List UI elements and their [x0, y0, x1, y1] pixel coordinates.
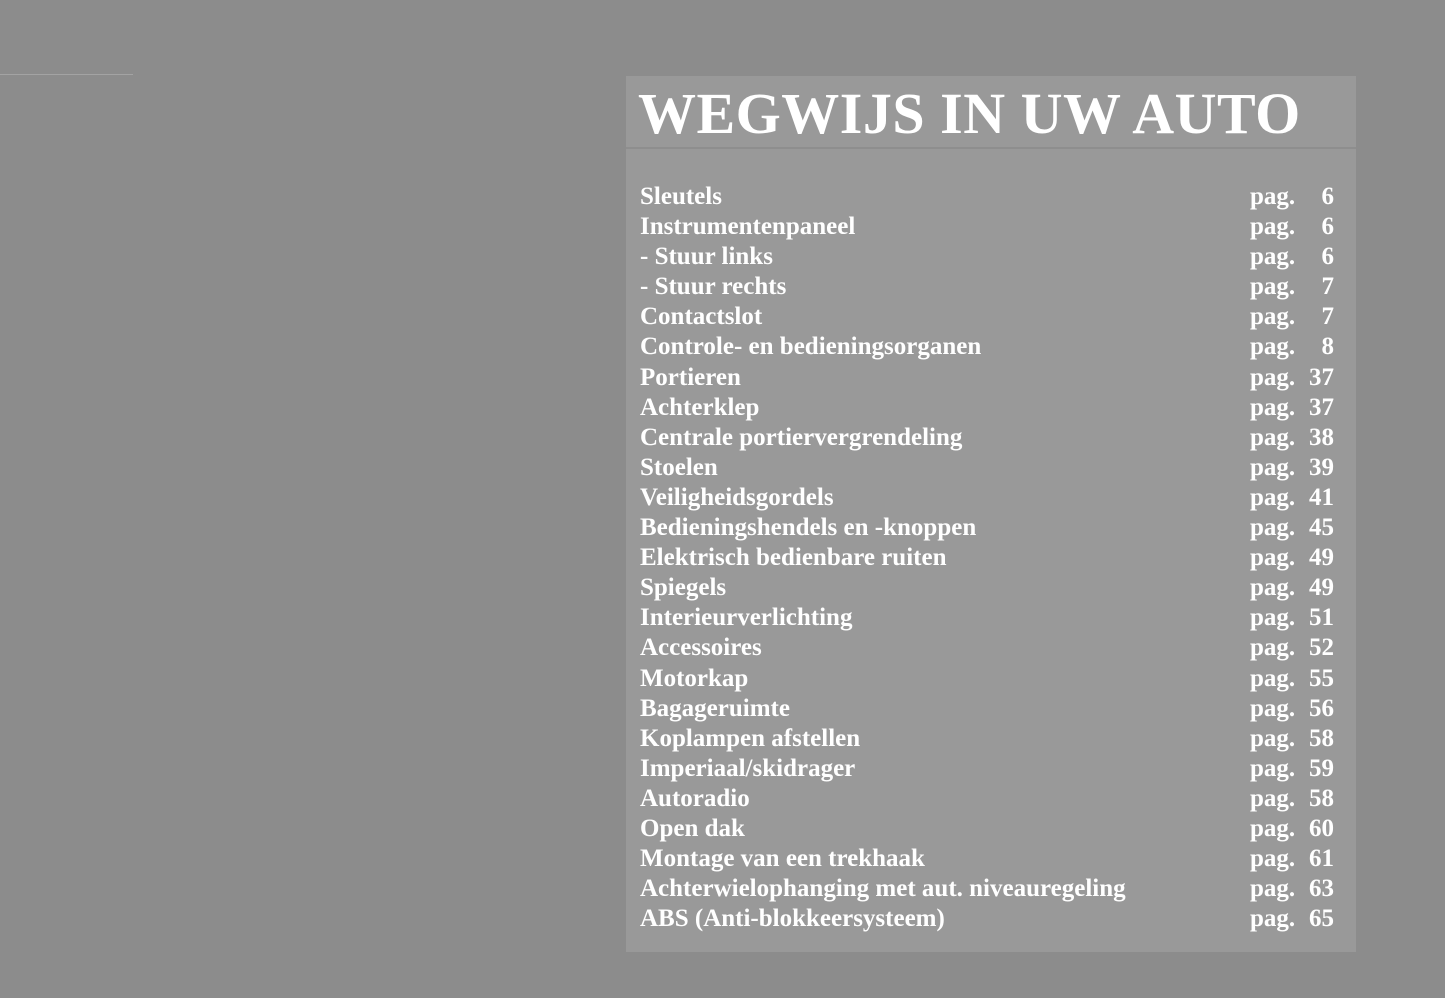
- toc-entry: [640, 453, 1334, 483]
- toc-entry-pag: pag.: [1250, 905, 1296, 933]
- toc-entry-label: Motorkap: [640, 664, 749, 692]
- toc-entry: [640, 694, 1334, 724]
- toc-entry: [640, 212, 1334, 242]
- toc-entry: [640, 393, 1334, 423]
- toc-entry-page-number: 39: [1309, 453, 1334, 481]
- toc-entry-label: Spiegels: [640, 574, 727, 602]
- toc-entry-label: Centrale portiervergrendeling: [640, 423, 963, 451]
- toc-entry-pag: pag.: [1250, 423, 1296, 451]
- toc-entry-page-number: 59: [1309, 754, 1334, 782]
- toc-entry-pag: pag.: [1250, 363, 1296, 391]
- toc-entry-page-number: 41: [1309, 483, 1334, 511]
- toc-entry-label: Accessoires: [640, 634, 762, 662]
- toc-entry-pag: pag.: [1250, 634, 1296, 662]
- table-of-contents: [640, 182, 1334, 934]
- toc-entry-pag: pag.: [1250, 604, 1296, 632]
- toc-entry-page-number: 6: [1321, 183, 1334, 210]
- corner-divider: [0, 74, 133, 75]
- toc-entry-label: Autoradio: [640, 784, 750, 812]
- toc-entry-label: Bagageruimte: [640, 694, 790, 722]
- toc-entry-pag: pag.: [1250, 514, 1296, 542]
- toc-entry-pag: pag.: [1250, 333, 1296, 361]
- toc-entry: [640, 302, 1334, 332]
- toc-entry-page-number: 6: [1321, 213, 1334, 241]
- toc-entry: [640, 272, 1334, 302]
- toc-entry-page-number: 63: [1309, 875, 1334, 903]
- toc-entry: [640, 874, 1334, 904]
- toc-entry: [640, 483, 1334, 513]
- toc-entry-label: Koplampen afstellen: [640, 724, 861, 752]
- toc-entry-label: - Stuur links: [640, 243, 773, 271]
- toc-entry-label: Achterklep: [640, 393, 760, 421]
- toc-entry-label: Imperiaal/skidrager: [640, 754, 856, 782]
- toc-entry-label: Open dak: [640, 814, 745, 842]
- toc-entry: [640, 814, 1334, 844]
- toc-entry-label: Stoelen: [640, 453, 718, 481]
- toc-entry: [640, 633, 1334, 663]
- toc-entry-label: Montage van een trekhaak: [640, 845, 925, 873]
- toc-entry-pag: pag.: [1250, 303, 1296, 331]
- toc-entry-pag: pag.: [1250, 544, 1296, 572]
- toc-entry-pag: pag.: [1250, 243, 1296, 271]
- toc-entry-pag: pag.: [1250, 483, 1296, 511]
- toc-entry-label: - Stuur rechts: [640, 273, 787, 301]
- toc-entry-pag: pag.: [1250, 724, 1296, 752]
- toc-entry-page-number: 38: [1309, 423, 1334, 451]
- toc-entry-page-number: 49: [1309, 544, 1334, 572]
- toc-entry: [640, 423, 1334, 453]
- toc-entry-label: Sleutels: [640, 183, 722, 210]
- toc-entry-page-number: 6: [1321, 243, 1334, 271]
- toc-entry-page-number: 49: [1309, 574, 1334, 602]
- toc-entry-label: Achterwielophanging met aut. niveauregeling: [640, 875, 1126, 903]
- page-title: WEGWIJS IN UW AUTO: [638, 81, 1301, 146]
- title-divider: [626, 147, 1356, 149]
- toc-entry-label: Instrumentenpaneel: [640, 213, 856, 241]
- toc-entry-label: Elektrisch bedienbare ruiten: [640, 544, 947, 572]
- toc-entry-page-number: 37: [1309, 363, 1334, 391]
- toc-entry-pag: pag.: [1250, 784, 1296, 812]
- toc-entry-page-number: 58: [1309, 784, 1334, 812]
- toc-entry: [640, 844, 1334, 874]
- toc-entry-page-number: 56: [1309, 694, 1334, 722]
- toc-entry: [640, 603, 1334, 633]
- toc-entry-page-number: 58: [1309, 724, 1334, 752]
- toc-entry-label: Controle- en bedieningsorganen: [640, 333, 982, 361]
- toc-entry-label: Veiligheidsgordels: [640, 483, 834, 511]
- toc-entry: [640, 543, 1334, 573]
- toc-entry: [640, 904, 1334, 934]
- toc-entry-page-number: 37: [1309, 393, 1334, 421]
- toc-entry-pag: pag.: [1250, 183, 1296, 210]
- toc-entry: [640, 724, 1334, 754]
- toc-entry-pag: pag.: [1250, 453, 1296, 481]
- toc-entry-page-number: 7: [1321, 303, 1334, 331]
- toc-entry: [640, 664, 1334, 694]
- toc-entry-pag: pag.: [1250, 213, 1296, 241]
- toc-entry: [640, 332, 1334, 362]
- toc-entry-label: Bedieningshendels en -knoppen: [640, 514, 977, 542]
- toc-entry: [640, 573, 1334, 603]
- toc-entry-page-number: 7: [1321, 273, 1334, 301]
- toc-entry-pag: pag.: [1250, 754, 1296, 782]
- toc-entry-page-number: 8: [1321, 333, 1334, 361]
- toc-entry: [640, 182, 1334, 212]
- toc-entry-pag: pag.: [1250, 273, 1296, 301]
- toc-entry: [640, 513, 1334, 543]
- toc-panel: [626, 76, 1356, 952]
- toc-entry: [640, 242, 1334, 272]
- toc-entry: [640, 784, 1334, 814]
- toc-entry-pag: pag.: [1250, 393, 1296, 421]
- toc-entry-page-number: 61: [1309, 845, 1334, 873]
- toc-entry-pag: pag.: [1250, 694, 1296, 722]
- toc-entry-page-number: 55: [1309, 664, 1334, 692]
- toc-entry-pag: pag.: [1250, 814, 1296, 842]
- toc-entry-page-number: 52: [1309, 634, 1334, 662]
- toc-entry-label: ABS (Anti-blokkeersysteem): [640, 905, 945, 933]
- toc-entry-pag: pag.: [1250, 574, 1296, 602]
- toc-entry-pag: pag.: [1250, 875, 1296, 903]
- toc-entry-pag: pag.: [1250, 664, 1296, 692]
- toc-entry-page-number: 51: [1309, 604, 1334, 632]
- toc-entry-label: Contactslot: [640, 303, 763, 331]
- toc-entry: [640, 754, 1334, 784]
- toc-entry: [640, 363, 1334, 393]
- toc-entry-label: Interieurverlichting: [640, 604, 853, 632]
- toc-entry-page-number: 65: [1309, 905, 1334, 933]
- toc-entry-page-number: 45: [1309, 514, 1334, 542]
- toc-entry-pag: pag.: [1250, 845, 1296, 873]
- toc-entry-page-number: 60: [1309, 814, 1334, 842]
- toc-entry-label: Portieren: [640, 363, 741, 391]
